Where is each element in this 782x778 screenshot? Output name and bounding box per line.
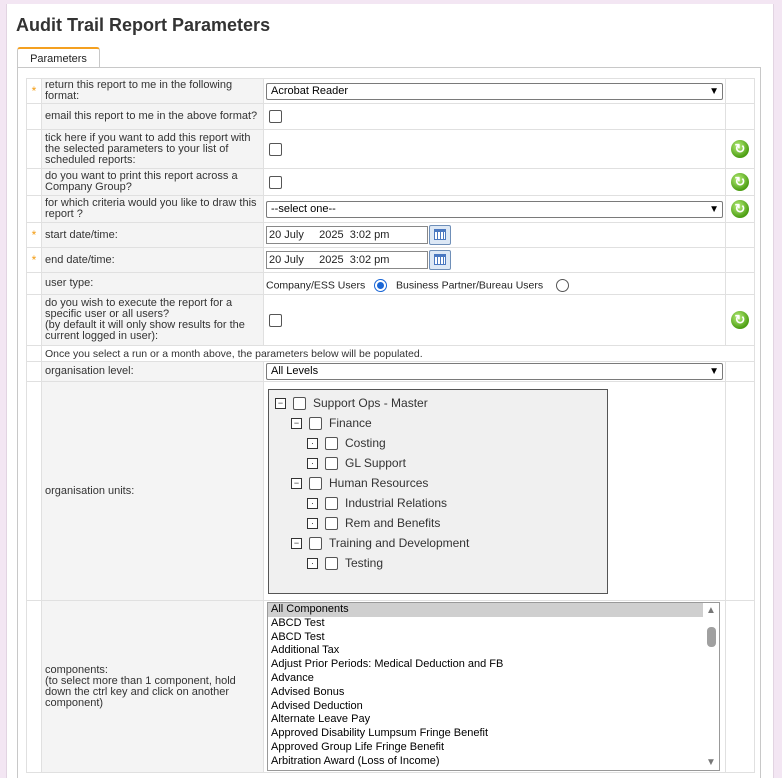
leaf-icon: · [307,558,318,569]
row-org-level [27,362,755,382]
tree-node-label: Industrial Relations [345,495,448,510]
tree-node[interactable] [307,555,383,571]
tree-node[interactable] [275,395,428,411]
user-type-company-radio[interactable] [374,279,387,292]
tree-node-label: Rem and Benefits [345,515,441,530]
list-item[interactable]: Advance [271,671,314,684]
scrollbar[interactable] [703,603,719,770]
user-type-label: user type: [42,273,264,295]
format-select[interactable] [266,83,723,100]
tree-checkbox[interactable] [325,497,338,510]
criteria-select-value: --select one-- [271,202,336,215]
required-icon: * [27,248,42,273]
required-icon: * [27,79,42,104]
tree-checkbox[interactable] [325,437,338,450]
collapse-icon[interactable]: − [291,478,302,489]
email-label: email this report to me in the above format? [42,104,264,130]
list-item[interactable]: Approved Disability Lumpsum Fringe Benefit [271,727,489,740]
criteria-label: for which criteria would you like to draw this report ? [42,196,264,223]
format-label: return this report to me in the following format: [42,79,264,104]
collapse-icon[interactable]: − [291,418,302,429]
tree-node-label: Training and Development [329,535,470,550]
leaf-icon: · [307,518,318,529]
leaf-icon: · [307,498,318,509]
leaf-icon: · [307,438,318,449]
tab-parameters[interactable]: Parameters [17,47,100,69]
populate-notice: Once you select a run or a month above, the parameters below will be populated. [42,346,755,362]
end-date-input[interactable]: 20 July 2025 3:02 pm [266,251,428,269]
chevron-down-icon: ▼ [709,203,719,215]
schedule-checkbox[interactable] [269,143,282,156]
tree-node-label: Costing [345,435,386,450]
org-level-select[interactable] [266,363,723,380]
list-item[interactable]: Advised Deduction [271,699,363,712]
list-item[interactable]: All Components [268,603,719,617]
tree-node[interactable] [307,515,440,531]
row-company-group [27,169,755,196]
schedule-label: tick here if you want to add this report with the selected parameters to your list of scheduled reports: [42,130,264,169]
start-label: start date/time: [42,223,264,248]
tree-node-label: Support Ops - Master [313,395,428,410]
user-type-option-company: Company/ESS Users [266,279,366,292]
refresh-icon[interactable]: ↻ [731,200,749,218]
row-email [27,104,755,130]
scroll-down-icon[interactable]: ▼ [706,757,716,768]
leaf-icon: · [307,458,318,469]
row-org-units [27,382,755,601]
report-page [6,4,774,778]
row-user-type [27,273,755,295]
tree-node-label: Finance [329,415,372,430]
list-item[interactable]: ABCD Test [271,616,325,629]
list-item[interactable]: Alternate Leave Pay [271,713,371,726]
user-type-option-bureau: Business Partner/Bureau Users [396,279,544,292]
list-item[interactable]: Approved Group Life Fringe Benefit [271,740,445,753]
company-group-checkbox[interactable] [269,176,282,189]
end-label: end date/time: [42,248,264,273]
org-level-select-value: All Levels [271,365,319,377]
tree-checkbox[interactable] [309,417,322,430]
email-checkbox[interactable] [269,110,282,123]
org-units-tree [268,389,608,594]
tree-node[interactable] [291,535,469,551]
specific-user-checkbox[interactable] [269,314,282,327]
list-item[interactable]: Advised Bonus [271,685,345,698]
required-icon: * [27,223,42,248]
refresh-icon[interactable]: ↻ [731,173,749,191]
calendar-icon[interactable] [429,225,451,245]
tree-checkbox[interactable] [309,537,322,550]
parameters-panel [17,67,761,778]
company-group-label: do you want to print this report across a Company Group? [42,169,264,196]
tree-checkbox[interactable] [309,477,322,490]
list-item[interactable]: Arbitration Award (Loss of Income) [271,754,440,767]
start-date-input[interactable]: 20 July 2025 3:02 pm [266,226,428,244]
chevron-down-icon: ▼ [709,85,719,97]
tree-checkbox[interactable] [325,557,338,570]
tree-checkbox[interactable] [325,457,338,470]
scroll-up-icon[interactable]: ▲ [706,605,716,616]
tree-node-label: GL Support [345,455,406,470]
list-item[interactable]: ABCD Test [271,630,325,643]
components-label: components: (to select more than 1 component, hold down the ctrl key and click on another component) [42,601,264,773]
list-item[interactable]: Additional Tax [271,644,340,657]
tree-node[interactable] [291,415,372,431]
parameters-table [26,78,755,773]
chevron-down-icon: ▼ [709,366,719,377]
row-notice [27,346,755,362]
tree-node-label: Human Resources [329,475,429,490]
page-title: Audit Trail Report Parameters [16,15,271,35]
components-listbox[interactable] [267,602,720,771]
row-end [27,248,755,273]
tree-node[interactable] [307,495,447,511]
org-level-label: organisation level: [42,362,264,382]
scrollbar-thumb[interactable] [707,627,716,647]
row-start [27,223,755,248]
row-components [27,601,755,773]
collapse-icon[interactable]: − [275,398,286,409]
org-units-label: organisation units: [42,382,264,601]
collapse-icon[interactable]: − [291,538,302,549]
row-schedule [27,130,755,169]
criteria-select[interactable] [266,201,723,218]
specific-user-label: do you wish to execute the report for a specific user or all users? (by default it will only show results for the current logged in user): [42,295,264,346]
format-select-value: Acrobat Reader [271,84,349,97]
refresh-icon[interactable]: ↻ [731,140,749,158]
row-format [27,79,755,104]
row-specific-user [27,295,755,346]
tree-checkbox[interactable] [293,397,306,410]
calendar-icon[interactable] [429,250,451,270]
tree-node-label: Testing [345,555,384,570]
refresh-icon[interactable]: ↻ [731,311,749,329]
tree-node[interactable] [291,475,428,491]
tree-node[interactable] [307,455,406,471]
tree-checkbox[interactable] [325,517,338,530]
row-criteria [27,196,755,223]
list-item[interactable]: Adjust Prior Periods: Medical Deduction and FB [271,658,504,671]
tree-node[interactable] [307,435,386,451]
user-type-bureau-radio[interactable] [556,279,569,292]
